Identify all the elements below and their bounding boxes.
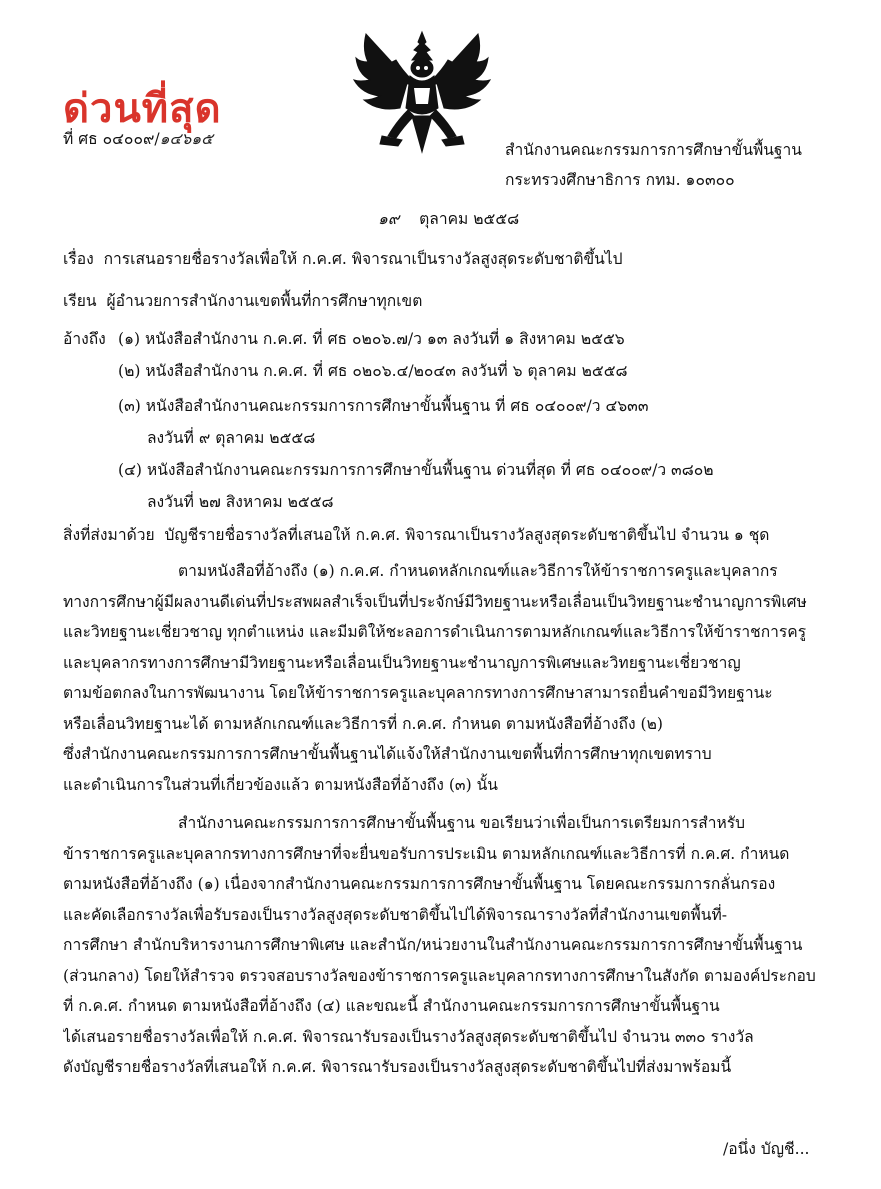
paragraph-line: หรือเลื่อนวิทยฐานะได้ ตามหลักเกณฑ์และวิธีการที่ ก.ค.ศ. กำหนด ตามหนังสือที่อ้างถึง (๒) [63,714,664,733]
paragraph-line: (ส่วนกลาง) โดยให้สำรวจ ตรวจสอบรางวัลของข้าราชการครูและบุคลากรทางการศึกษาในสังกัด ตามองค์ประกอบ [63,966,816,985]
enclosure-line [63,522,769,547]
reference-item [118,390,649,454]
continuation-note: /อนึ่ง บัญชี... [723,1140,810,1158]
paragraph-line: ดังบัญชีรายชื่อรางวัลที่เสนอให้ ก.ค.ศ. พิจารณารับรองเป็นรางวัลสูงสุดระดับชาติขึ้นไปที่ส่งมาพร้อมนี้ [63,1058,732,1076]
enclosure-text: บัญชีรายชื่อรางวัลที่เสนอให้ ก.ค.ศ. พิจารณาเป็นรางวัลสูงสุดระดับชาติขึ้นไป จำนวน ๑ ชุด [164,526,770,544]
reference-item [118,454,714,518]
reference-item [118,358,628,383]
doc-no-handwritten: ๑๔๖๑๕ [159,130,213,148]
paragraph-line: ตามหนังสือที่อ้างถึง (๑) ก.ค.ศ. กำหนดหลักเกณฑ์และวิธีการให้ข้าราชการครูและบุคลากร [178,562,778,580]
garuda-emblem-icon [352,28,492,158]
urgent-stamp: ด่วนที่สุด [63,85,222,132]
reference-item [118,326,625,351]
agency-name: สำนักงานคณะกรรมการการศึกษาขั้นพื้นฐาน [505,141,802,159]
paragraph-line: ที่ ก.ค.ศ. กำหนด ตามหนังสือที่อ้างถึง (๔) และขณะนี้ สำนักงานคณะกรรมการการศึกษาขั้นพื้นฐาน [63,997,720,1015]
paragraph-line: ซึ่งสำนักงานคณะกรรมการการศึกษาขั้นพื้นฐานได้แจ้งให้สำนักงานเขตพื้นที่การศึกษาทุกเขตทราบ [63,745,712,763]
paragraph-line: ข้าราชการครูและบุคลากรทางการศึกษาที่จะยื่นขอรับการประเมิน ตามหลักเกณฑ์และวิธีการที่ ก.ค.ศ. กำหนด [63,844,790,863]
subject-label: เรื่อง [63,250,94,268]
paragraph-line: และดำเนินการในส่วนที่เกี่ยวข้องแล้ว ตามหนังสือที่อ้างถึง (๓) นั้น [63,775,498,794]
body-paragraph-2 [63,808,819,1083]
agency-ministry-address: กระทรวงศึกษาธิการ กทม. ๑๐๓๐๐ [505,171,735,189]
date-month-year: ตุลาคม ๒๕๕๘ [419,210,520,228]
reference-text-continued: ลงวันที่ ๙ ตุลาคม ๒๕๕๘ [147,429,316,447]
paragraph-line: และวิทยฐานะเชี่ยวชาญ ทุกตำแหน่ง และมีมติให้ชะลอการดำเนินการตามหลักเกณฑ์และวิธีการให้ข้าราชการครู [63,623,807,641]
paragraph-line: และคัดเลือกรางวัลเพื่อรับรองเป็นรางวัลสูงสุดระดับชาติขึ้นไปได้พิจารณารางวัลที่สำนักงานเขตพื้นที่- [63,905,728,924]
reference-text-continued: ลงวันที่ ๒๗ สิงหาคม ๒๕๕๘ [147,493,334,511]
body-paragraph-1 [63,556,819,800]
salutation-line [63,288,422,313]
paragraph-line: สำนักงานคณะกรรมการการศึกษาขั้นพื้นฐาน ขอเรียนว่าเพื่อเป็นการเตรียมการสำหรับ [178,814,746,832]
enclosure-label: สิ่งที่ส่งมาด้วย [63,526,155,544]
date-day: ๑๙ [378,210,400,228]
agency-address [505,135,802,195]
document-number [63,126,213,151]
document-date [378,206,519,231]
reference-text: (๓) หนังสือสำนักงานคณะกรรมการการศึกษาขั้นพื้นฐาน ที่ ศธ ๐๔๐๐๙/ว ๔๖๓๓ [118,397,649,415]
paragraph-line: และบุคลากรทางการศึกษามีวิทยฐานะหรือเลื่อนเป็นวิทยฐานะชำนาญการพิเศษและวิทยฐานะเชี่ยวชาญ [63,653,741,672]
reference-text: (๑) หนังสือสำนักงาน ก.ค.ศ. ที่ ศธ ๐๒๐๖.๗/ว ๑๓ ลงวันที่ ๑ สิงหาคม ๒๕๕๖ [118,330,625,348]
paragraph-line: ตามหนังสือที่อ้างถึง (๑) เนื่องจากสำนักงานคณะกรรมการการศึกษาขั้นพื้นฐาน โดยคณะกรรมการกลั่นกรอง [63,875,776,893]
paragraph-line: ทางการศึกษาผู้มีผลงานดีเด่นที่ประสพผลสำเร็จเป็นที่ประจักษ์มีวิทยฐานะหรือเลื่อนเป็นวิทยฐานะชำนาญการพิเศษ [63,592,807,611]
subject-line [63,246,623,271]
salutation-label: เรียน [63,292,97,310]
references-label: อ้างถึง [63,330,106,348]
salutation-text: ผู้อำนวยการสำนักงานเขตพื้นที่การศึกษาทุกเขต [106,292,423,310]
paragraph-line: ตามข้อตกลงในการพัฒนางาน โดยให้ข้าราชการครูและบุคลากรทางการศึกษาสามารถยื่นคำขอมีวิทยฐานะ [63,684,773,702]
subject-text: การเสนอรายชื่อรางวัลเพื่อให้ ก.ค.ศ. พิจารณาเป็นรางวัลสูงสุดระดับชาติขึ้นไป [103,250,623,268]
reference-text: (๔) หนังสือสำนักงานคณะกรรมการการศึกษาขั้นพื้นฐาน ด่วนที่สุด ที่ ศธ ๐๔๐๐๙/ว ๓๘๐๒ [118,461,714,479]
doc-no-label: ที่ ศธ ๐๔๐๐๙/ [63,130,160,148]
paragraph-line: การศึกษา สำนักบริหารงานการศึกษาพิเศษ และสำนัก/หน่วยงานในสำนักงานคณะกรรมการการศึกษาขั้นพื้นฐาน [63,936,803,954]
reference-text: (๒) หนังสือสำนักงาน ก.ค.ศ. ที่ ศธ ๐๒๐๖.๔/๒๐๔๓ ลงวันที่ ๖ ตุลาคม ๒๕๕๘ [118,362,628,380]
paragraph-line: ได้เสนอรายชื่อรางวัลเพื่อให้ ก.ค.ศ. พิจารณารับรองเป็นรางวัลสูงสุดระดับชาติขึ้นไป จำนวน ๓๓๐ รางวัล [63,1027,754,1046]
